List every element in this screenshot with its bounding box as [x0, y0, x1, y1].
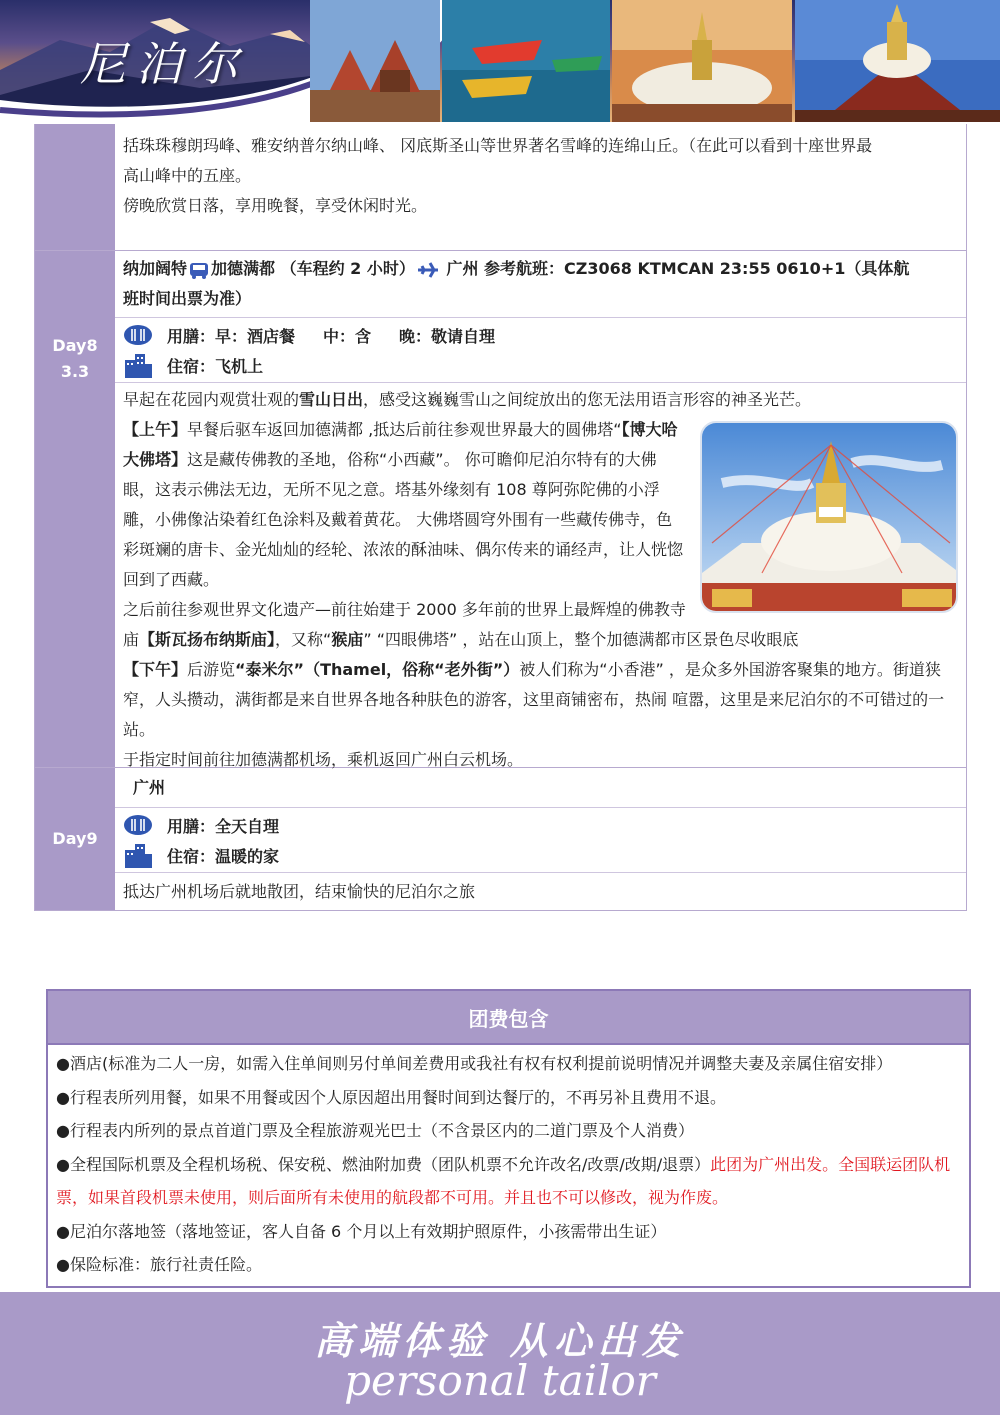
day8-route — [115, 251, 966, 318]
route-destination: 加德满都 （车程约 2 小时） — [211, 259, 415, 278]
footer-banner — [0, 1292, 1000, 1415]
text: 早起在花园内观赏壮观的 — [123, 390, 300, 409]
day8-para-1 — [123, 385, 958, 415]
meals-text: 用膳：全天自理 — [167, 816, 280, 836]
text: 被人们称为“小香港” ，是众多外国游客聚集的地方。街道狭窄，人头攒动，满街都是来自世界各地各种肤色的游客，这里商铺密布，热闹 喧嚣，这里是来尼泊尔的不可错过的一站。 — [123, 660, 945, 739]
day9-note — [115, 873, 966, 907]
day-label: Day9 — [52, 829, 98, 848]
day9-meals-lodging — [115, 808, 966, 873]
day8-para-4 — [123, 655, 958, 745]
lodging-text: 住宿：飞机上 — [167, 356, 264, 376]
fee-includes-box — [46, 989, 971, 1288]
fee-item: ●保险标准：旅行社责任险。 — [56, 1255, 262, 1274]
dining-icon — [123, 812, 153, 838]
day8-block — [35, 251, 966, 768]
day-column — [35, 251, 115, 767]
text: ，感受这巍巍雪山之间绽放出的您无法用语言形容的神圣光芒。 — [363, 390, 812, 409]
day7-description — [115, 124, 966, 221]
day8-para-5: 于指定时间前往加德满都机场，乘机返回广州白云机场。 — [123, 750, 524, 769]
day-date: 3.3 — [60, 362, 90, 381]
meal-line — [123, 810, 958, 840]
highlight: 雪山日出 — [299, 390, 364, 409]
day9-note-text: 抵达广州机场后就地散团，结束愉快的尼泊尔之旅 — [123, 882, 476, 901]
day-column — [35, 124, 115, 250]
fee-item: ●尼泊尔落地签（落地签证，客人自备 6 个月以上有效期护照原件，小孩需带出生证） — [56, 1221, 667, 1241]
day9-header — [115, 768, 966, 808]
boudhanath-stupa-photo — [700, 421, 958, 613]
boats-photo — [442, 0, 610, 122]
meal-lunch: 中：含 — [323, 326, 372, 346]
day7-line-3: 傍晚欣赏日落，享用晚餐，享受休闲时光。 — [123, 196, 428, 215]
hotel-icon — [123, 842, 153, 868]
highlight: 猴庙 — [331, 630, 364, 649]
fee-item: ●行程表内所列的景点首道门票及全程旅游观光巴士（不含景区内的二道门票及个人消费） — [56, 1121, 694, 1140]
day-label: Day8 — [52, 336, 98, 355]
fee-list — [48, 1045, 969, 1286]
day8-description — [115, 383, 966, 775]
text: ” “四眼佛塔” ，站在山顶上，整个加德满都市区景色尽收眼底 — [363, 630, 799, 649]
banner-title: 尼泊尔 — [80, 37, 248, 91]
text: 早餐后驱车返回加德满都 ,抵达后前往参观世界最大的圆佛塔“ — [187, 420, 622, 439]
day7-line-2: 高山峰中的五座。 — [123, 166, 252, 185]
dining-icon — [123, 322, 153, 348]
lodging-text: 住宿：温暖的家 — [167, 846, 280, 866]
fee-item — [56, 1148, 963, 1215]
fee-item: ●酒店(标准为二人一房，如需入住单间则另付单间差费用或我社有权有权利提前说明情况并调整夫妻及亲属住宿安排） — [56, 1054, 893, 1073]
fee-warning-text: 此团为广州出发。全国联运团队机票，如果首段机票未使用，则后面所有未使用的航段都不可用。并且也不可以修改，视为作废。 — [56, 1154, 951, 1207]
highlight: 【斯瓦扬布纳斯庙】 — [139, 630, 276, 649]
route-flight-note: 班时间出票为准） — [123, 289, 252, 308]
meal-breakfast: 用膳：早：酒店餐 — [167, 326, 296, 346]
footer-slogan: 高端体验 从心出发 — [314, 1318, 686, 1363]
highlight: 【博大哈大佛塔】 — [123, 420, 678, 469]
day7-line-1: 括珠珠穆朗玛峰、雅安纳普尔纳山峰、 冈底斯圣山等世界著名雪峰的连绵山丘。（在此可以看到十座世界最 — [123, 136, 873, 155]
header-banner — [0, 0, 1000, 122]
text: ，又称“ — [275, 630, 332, 649]
day9-city: 广州 — [133, 778, 166, 797]
bus-icon — [189, 261, 209, 279]
lodging-line — [123, 350, 958, 380]
time-label: 【下午】 — [123, 660, 188, 679]
highlight: “泰米尔”（Thamel，俗称“老外街”） — [235, 660, 520, 679]
day-column — [35, 768, 115, 910]
itinerary-table — [34, 124, 967, 911]
time-label: 【上午】 — [123, 420, 188, 439]
meal-dinner: 晚：敬请自理 — [399, 326, 496, 346]
text: 这是藏传佛教的圣地，俗称“小西藏”。 你可瞻仰尼泊尔特有的大佛眼，这表示佛法无边，无所不见之意。塔基外缘刻有 108 尊阿弥陀佛的小浮雕，小佛像沾染着红色涂料及戴着黄花。 大佛塔圆穹外围有一些藏传佛寺，色彩斑斓的唐卡、金光灿灿的经轮、浓浓的酥油味、偶尔传来的诵经声，让人恍惚回到了西藏。 — [123, 450, 684, 589]
stupa-photo — [612, 0, 792, 122]
day9-block — [35, 768, 966, 911]
day7-block — [35, 124, 966, 251]
route-flight: 广州 参考航班：CZ3068 KTMCAN 23:55 0610+1（具体航 — [440, 259, 910, 278]
pagoda-photo — [795, 0, 1000, 122]
meal-line — [123, 320, 958, 350]
text: 之后前往参观世界文化遗产—前往始建于 2000 多年前的世界上最辉煌的佛教寺庙 — [123, 600, 686, 649]
temple-photo — [310, 0, 440, 122]
lodging-line — [123, 840, 958, 870]
route-origin: 纳加阔特 — [123, 259, 188, 278]
fee-item-text: ●全程国际机票及全程机场税、保安税、燃油附加费（团队机票不允许改名/改票/改期/退票） — [56, 1154, 711, 1174]
day8-meals-lodging — [115, 318, 966, 383]
fee-item: ●行程表所列用餐，如果不用餐或因个人原因超出用餐时间到达餐厅的，不再另补且费用不退。 — [56, 1087, 726, 1107]
plane-icon — [417, 261, 439, 279]
fee-title: 团费包含 — [48, 991, 969, 1045]
text: 后游览 — [187, 660, 236, 679]
hotel-icon — [123, 352, 153, 378]
footer-script: personal tailor — [344, 1356, 656, 1405]
